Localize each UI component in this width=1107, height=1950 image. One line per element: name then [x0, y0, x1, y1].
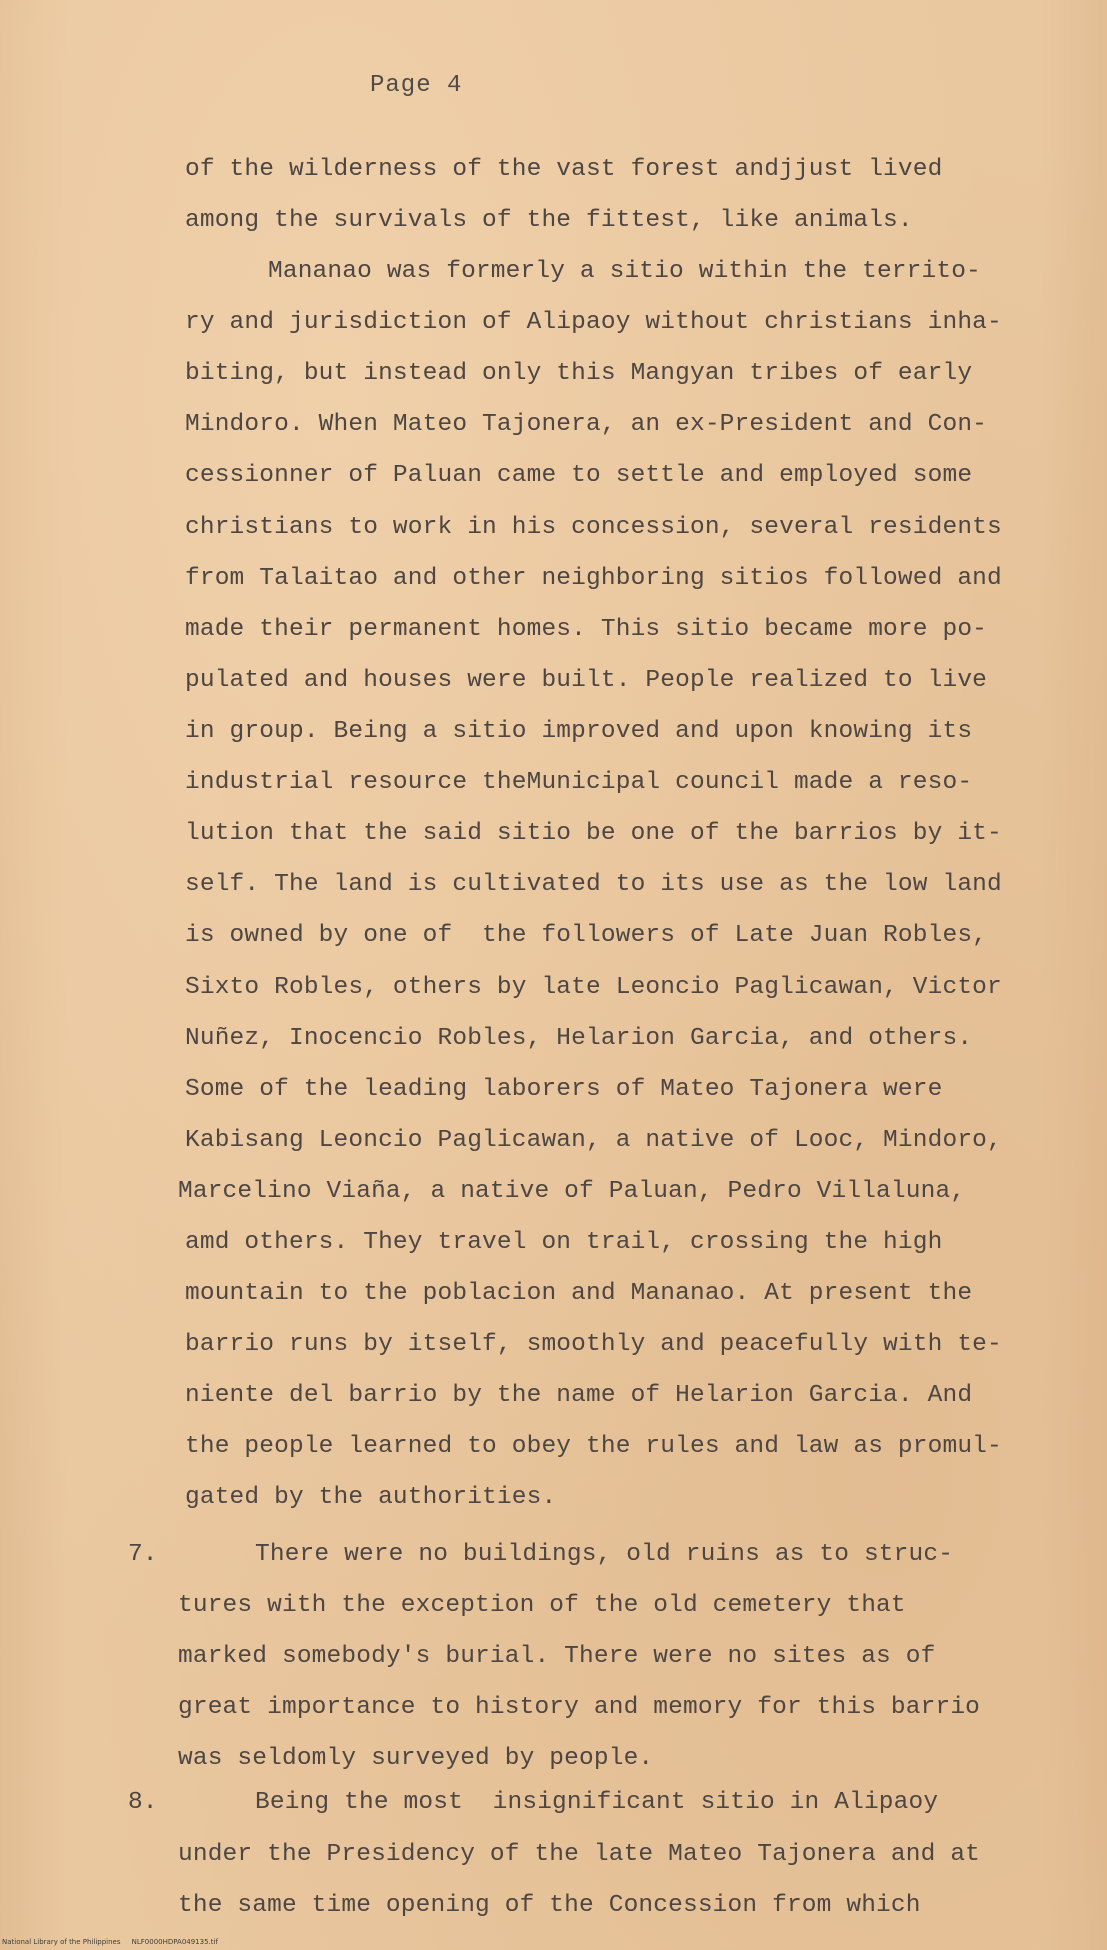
text-line: Being the most insignificant sitio in Alipaoy: [255, 1789, 939, 1816]
text-line: is owned by one of the followers of Late Juan Robles,: [185, 922, 988, 949]
text-line: among the survivals of the fittest, like animals.: [185, 207, 913, 234]
text-line: was seldomly surveyed by people.: [178, 1745, 654, 1772]
text-line: biting, but instead only this Mangyan tribes of early: [185, 360, 973, 387]
text-line: the people learned to obey the rules and law as promul-: [185, 1433, 1002, 1460]
text-line: marked somebody's burial. There were no sites as of: [178, 1643, 936, 1670]
text-line: Nuñez, Inocencio Robles, Helarion Garcia, and others.: [185, 1025, 973, 1052]
item-number-8: 8.: [128, 1789, 158, 1816]
text-line: Sixto Robles, others by late Leoncio Paglicawan, Victor: [185, 974, 1002, 1001]
text-line: from Talaitao and other neighboring sitios followed and: [185, 565, 1002, 592]
text-line: under the Presidency of the late Mateo Tajonera and at: [178, 1841, 981, 1868]
text-line: Mananao was formerly a sitio within the territo-: [268, 258, 981, 285]
text-line: Kabisang Leoncio Paglicawan, a native of Looc, Mindoro,: [185, 1127, 1002, 1154]
text-line: pulated and houses were built. People realized to live: [185, 667, 988, 694]
text-line: industrial resource theMunicipal council made a reso-: [185, 769, 973, 796]
item-number-7: 7.: [128, 1541, 158, 1568]
text-line: of the wilderness of the vast forest andjjust lived: [185, 156, 943, 183]
text-line: barrio runs by itself, smoothly and peacefully with te-: [185, 1331, 1002, 1358]
text-line: gated by the authorities.: [185, 1484, 557, 1511]
text-line: made their permanent homes. This sitio became more po-: [185, 616, 988, 643]
text-line: Mindoro. When Mateo Tajonera, an ex-President and Con-: [185, 411, 988, 438]
text-line: Marcelino Viaña, a native of Paluan, Pedro Villaluna,: [178, 1178, 966, 1205]
text-line: amd others. They travel on trail, crossing the high: [185, 1229, 943, 1256]
text-line: christians to work in his concession, several residents: [185, 514, 1002, 541]
text-line: tures with the exception of the old cemetery that: [178, 1592, 906, 1619]
page-number-label: Page 4: [370, 72, 463, 99]
text-line: great importance to history and memory for this barrio: [178, 1694, 981, 1721]
archive-footer: National Library of the Philippines NLF0000HDPA049135.tif: [2, 1938, 218, 1946]
text-line: in group. Being a sitio improved and upon knowing its: [185, 718, 973, 745]
text-line: self. The land is cultivated to its use as the low land: [185, 871, 1002, 898]
text-line: There were no buildings, old ruins as to struc-: [255, 1541, 954, 1568]
text-line: cessionner of Paluan came to settle and employed some: [185, 462, 973, 489]
text-line: niente del barrio by the name of Helarion Garcia. And: [185, 1382, 973, 1409]
text-line: ry and jurisdiction of Alipaoy without christians inha-: [185, 309, 1002, 336]
text-line: Some of the leading laborers of Mateo Tajonera were: [185, 1076, 943, 1103]
text-line: lution that the said sitio be one of the barrios by it-: [185, 820, 1002, 847]
text-line: the same time opening of the Concession from which: [178, 1892, 921, 1919]
text-line: mountain to the poblacion and Mananao. At present the: [185, 1280, 973, 1307]
